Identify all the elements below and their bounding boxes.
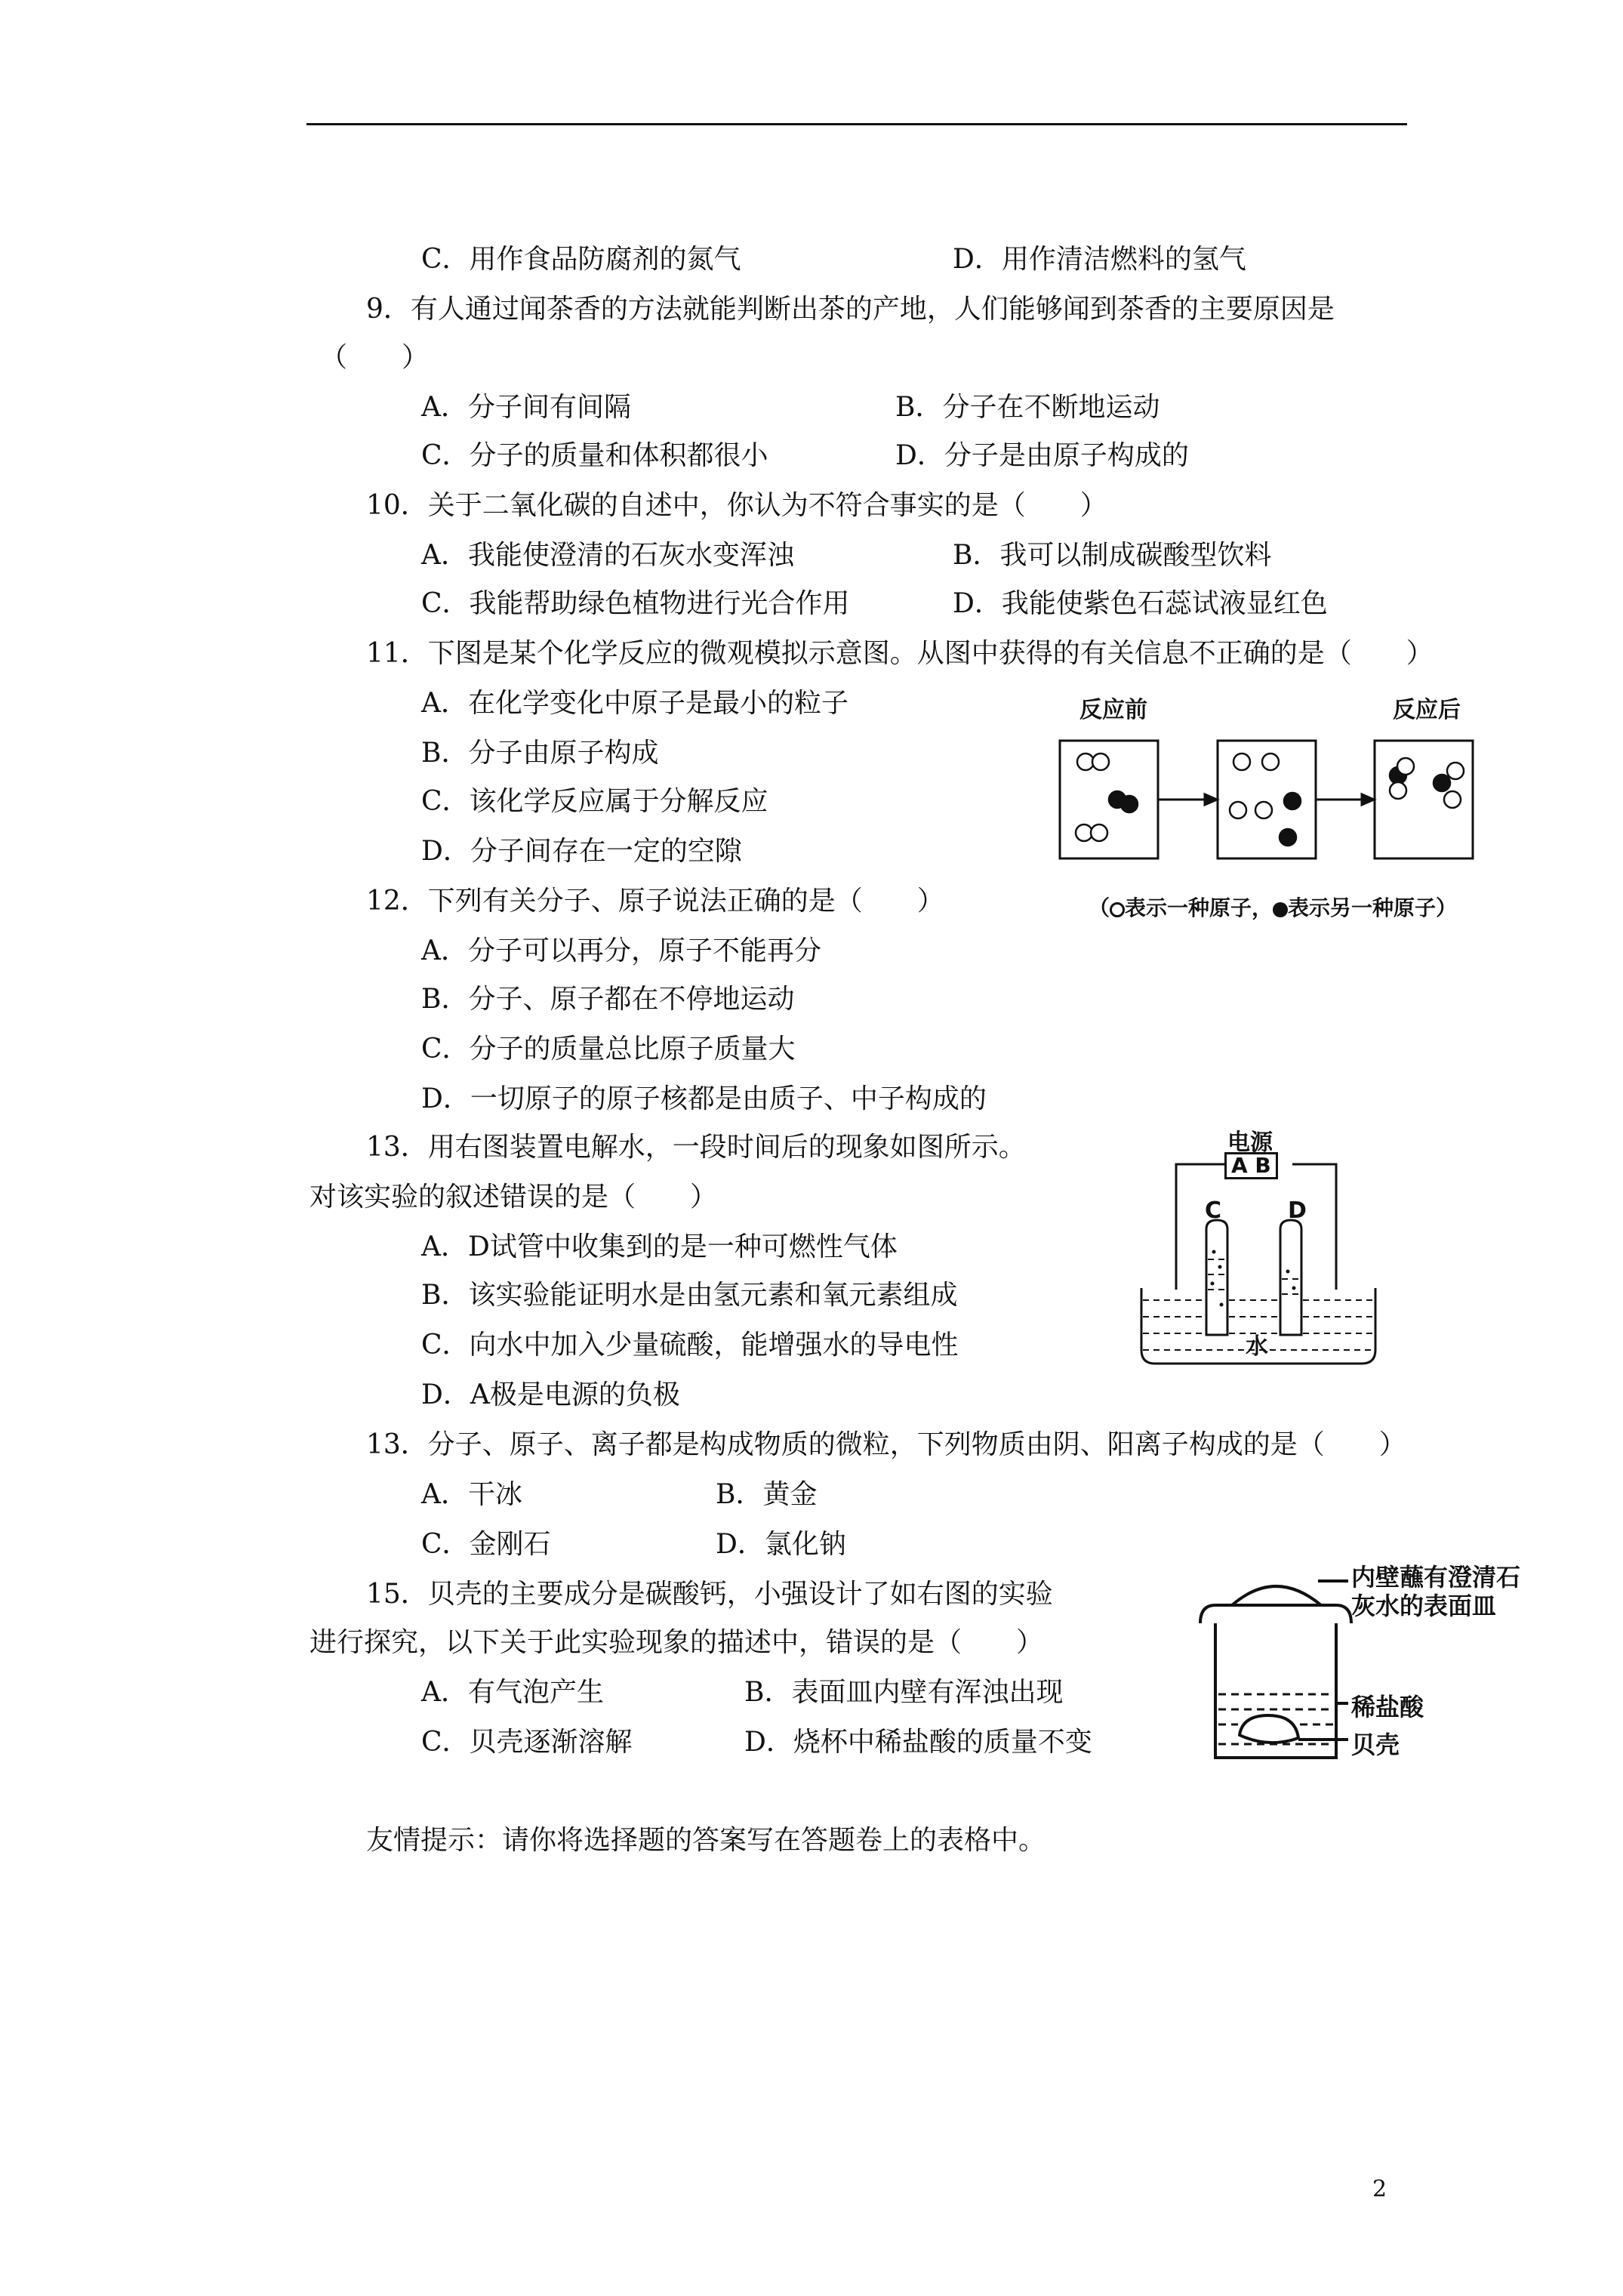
beaker-diagram — [1185, 1560, 1521, 1779]
q15-option-c: C．贝壳逐渐溶解 — [421, 1727, 633, 1758]
filled-atom — [1121, 796, 1138, 812]
tube-d — [1280, 1220, 1301, 1335]
open-atom — [1444, 791, 1461, 808]
q10-stem: 10．关于二氧化碳的自述中，你认为不符合事实的是（ ） — [366, 490, 1107, 521]
q9-option-a: A．分子间有间隔 — [421, 392, 631, 423]
reaction-diagram — [1057, 691, 1495, 925]
q12-option-d: D．一切原子的原子核都是由质子、中子构成的 — [421, 1083, 987, 1114]
q11-option-a: A．在化学变化中原子是最小的粒子 — [421, 688, 848, 719]
tube-c — [1206, 1220, 1227, 1335]
q11-option-c: C．该化学反应属于分解反应 — [421, 786, 768, 817]
open-atom — [1230, 802, 1246, 818]
terminals-box: A B — [1224, 1152, 1278, 1179]
q13a-option-b: B．该实验能证明水是由氢元素和氧元素组成 — [421, 1280, 958, 1311]
q11-option-d: D．分子间存在一定的空隙 — [421, 836, 742, 867]
q10-option-c: C．我能帮助绿色植物进行光合作用 — [421, 588, 850, 619]
filled-atom — [1434, 775, 1450, 791]
watch-glass-label-2: 灰水的表面皿 — [1351, 1592, 1497, 1620]
q12-option-a: A．分子可以再分，原子不能再分 — [421, 935, 821, 966]
acid-label: 稀盐酸 — [1351, 1693, 1424, 1721]
shell — [1240, 1715, 1298, 1743]
q8-option-d: D．用作清洁燃料的氢气 — [953, 244, 1246, 275]
beaker — [1215, 1623, 1336, 1758]
open-atom — [1262, 754, 1279, 770]
q13b-stem: 13．分子、原子、离子都是构成物质的微粒，下列物质由阴、阳离子构成的是（ ） — [366, 1429, 1406, 1460]
q15-option-d: D．烧杯中稀盐酸的质量不变 — [744, 1727, 1092, 1758]
arrow-2-head — [1362, 794, 1374, 805]
q15-option-b: B．表面皿内壁有浑浊出现 — [744, 1677, 1064, 1708]
q12-option-c: C．分子的质量总比原子质量大 — [421, 1034, 796, 1065]
tube-c-label: C — [1205, 1197, 1222, 1224]
power-label: 电源 — [1227, 1130, 1273, 1156]
q13a-option-d: D．A极是电源的负极 — [421, 1379, 680, 1410]
q13a-option-c: C．向水中加入少量硫酸，能增强水的导电性 — [421, 1330, 959, 1361]
open-atom — [1077, 754, 1094, 770]
before-label: 反应前 — [1079, 697, 1147, 723]
wire-right — [1292, 1164, 1336, 1290]
header-rule — [306, 123, 1407, 125]
q15-stem-2: 进行探究，以下关于此实验现象的描述中，错误的是（ ） — [310, 1627, 1044, 1658]
q8-option-c: C．用作食品防腐剂的氮气 — [421, 244, 741, 275]
legend-filled-text: 表示另一种原子 — [1288, 895, 1437, 920]
filled-atom — [1284, 793, 1301, 809]
reaction-boxes — [1057, 736, 1495, 880]
q13b-option-b: B．黄金 — [716, 1479, 818, 1510]
open-atom — [1233, 754, 1250, 770]
q10-option-a: A．我能使澄清的石灰水变浑浊 — [421, 540, 794, 571]
legend-open-text: 表示一种原子， — [1125, 895, 1273, 920]
q9-option-d: D．分子是由原子构成的 — [895, 440, 1189, 471]
q9-paren: （ ） — [320, 342, 430, 373]
tube-d-label: D — [1288, 1197, 1307, 1224]
q13b-option-c: C．金刚石 — [421, 1529, 551, 1560]
q12-stem: 12．下列有关分子、原子说法正确的是（ ） — [366, 886, 944, 917]
q13a-stem-2: 对该实验的叙述错误的是（ ） — [310, 1182, 718, 1213]
q10-option-d: D．我能使紫色石蕊试液显红色 — [953, 588, 1328, 619]
q13a-option-a: A．D试管中收集到的是一种可燃性气体 — [421, 1231, 898, 1262]
q13a-stem-1: 13．用右图装置电解水，一段时间后的现象如图所示。 — [366, 1132, 1026, 1163]
open-atom — [1255, 802, 1272, 818]
wire-left — [1176, 1164, 1224, 1290]
q10-option-b: B．我可以制成碳酸型饮料 — [953, 540, 1272, 571]
shell-label: 贝壳 — [1351, 1730, 1400, 1759]
after-label: 反应后 — [1393, 697, 1461, 723]
q15-stem-1: 15．贝壳的主要成分是碳酸钙，小强设计了如右图的实验 — [366, 1579, 1053, 1610]
open-atom — [1076, 824, 1092, 841]
q15-option-a: A．有气泡产生 — [421, 1677, 604, 1708]
q12-option-b: B．分子、原子都在不停地运动 — [421, 984, 795, 1015]
filled-atom-icon — [1273, 902, 1288, 917]
watch-glass-label-1: 内壁蘸有澄清石 — [1351, 1563, 1521, 1592]
filled-atom — [1280, 829, 1296, 846]
legend-paren-open: （ — [1089, 895, 1110, 920]
legend-paren-close: ） — [1436, 895, 1458, 920]
q11-stem: 11．下图是某个化学反应的微观模拟示意图。从图中获得的有关信息不正确的是（ ） — [366, 638, 1434, 669]
watch-glass-rim — [1200, 1605, 1351, 1623]
electrolysis-diagram — [1132, 1123, 1389, 1373]
friendly-tip: 友情提示：请你将选择题的答案写在答题卷上的表格中。 — [366, 1825, 1046, 1856]
q13b-option-d: D．氯化钠 — [716, 1529, 846, 1560]
open-atom-icon — [1110, 902, 1125, 917]
q13b-option-a: A．干冰 — [421, 1479, 522, 1510]
arrow-1-head — [1205, 794, 1217, 805]
q9-stem: 9．有人通过闻茶香的方法就能判断出茶的产地，人们能够闻到茶香的主要原因是 — [366, 294, 1335, 325]
q11-option-b: B．分子由原子构成 — [421, 738, 659, 769]
open-atom — [1447, 763, 1464, 779]
open-atom — [1397, 758, 1414, 775]
page-number: 2 — [1372, 2176, 1387, 2202]
open-atom — [1092, 754, 1109, 770]
open-atom — [1390, 782, 1406, 799]
open-atom — [1091, 824, 1107, 841]
q9-option-b: B．分子在不断地运动 — [895, 392, 1160, 423]
watch-glass-dome — [1232, 1586, 1321, 1605]
atom-legend — [1089, 892, 1457, 922]
water-label: 水 — [1246, 1333, 1268, 1360]
q9-option-c: C．分子的质量和体积都很小 — [421, 440, 768, 471]
